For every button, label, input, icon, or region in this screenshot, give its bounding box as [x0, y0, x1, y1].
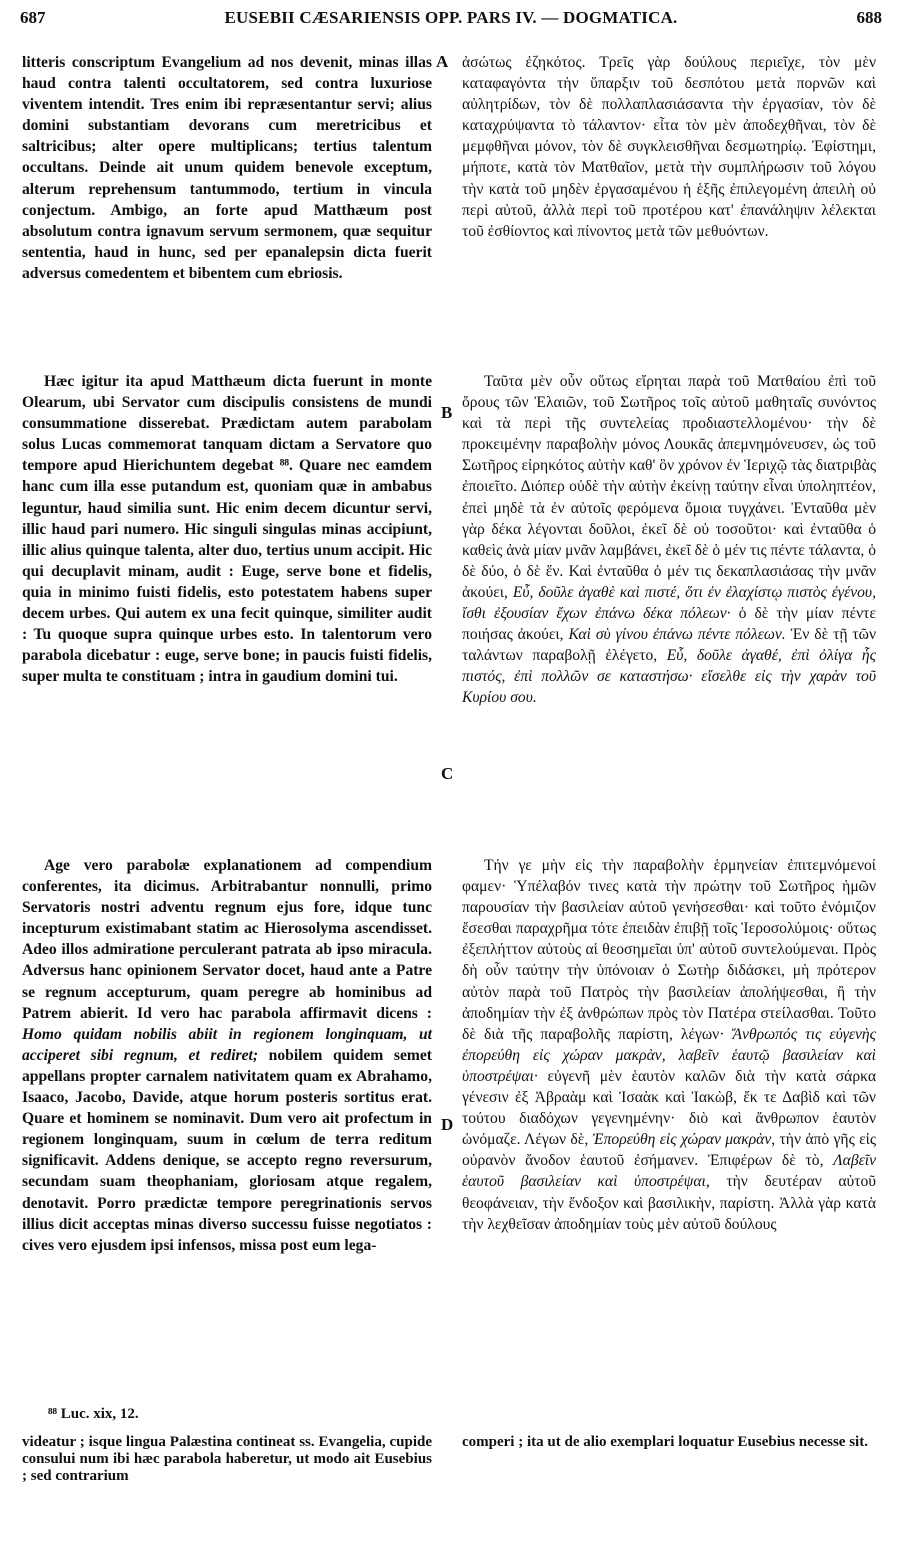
page-number-right: 688: [856, 8, 882, 27]
greek-quote-4: Ἄνθρωπός τις εὐγενὴς ἐπορεύθη εἰς χώραν μακρὰν, λαβεῖν ἑαυτῷ βασιλείαν καὶ ὑποστρέψαι·: [462, 1025, 876, 1085]
greek-quote-3: Εὖ, δοῦλε ἀγαθέ, ἐπὶ ὀλίγα ἧς πιστός, ἐπὶ πολλῶν σε καταστήσω· εἴσελθε εἰς τὴν χαρὰν τοῦ Κυρίου σου.: [462, 647, 876, 707]
greek-quote-1: Εὖ, δοῦλε ἀγαθὲ καὶ πιστέ, ὅτι ἐν ἐλαχίστῳ πιστὸς ἐγένου, ἴσθι ἐξουσίαν ἔχων ἐπάνω δέκα πόλεων·: [462, 583, 876, 623]
greek-section-3: [462, 855, 876, 1235]
greek-section-2: [462, 371, 876, 709]
greek-paragraph-3: Τήν γε μὴν εἰς τὴν παραβολὴν ἑρμηνείαν ἐπιτεμνόμενοί φαμεν· Ὑπέλαβόν τινες κατὰ τὴν πρώτην τοῦ Σωτῆρος ἡμῶν παρουσίαν τὴν βασιλείαν αὐτοῦ γενήσεσθαι· καὶ τοῦτο ἐνόμιζον ἔσεσθαι παραχρῆμα τότε ἐπειδὰν ἐπιβῇ τοῖς Ἱεροσολύμοις· οὕτως ἐξεπλήττον αὐτοὺς αἱ θεοσημεῖαι ὑπ' αὐτοῦ συντελούμεναι. Πρὸς δὴ οὖν ταύτην τὴν ὑπόνοιαν ὁ Σωτὴρ διδάσκει, μὴ πρότερον αὐτὸν παρὰ τοῦ Πατρὸς τὴν βασιλείαν ἀπολήψεσθαι, ἢ τὴν ἀποδημίαν τὴν ἐξ ἀνθρώπων πρὸς τὸν Πατέρα στείλασθαι. Τοῦτο δὲ διὰ τῆς παραβολῆς παρίστη, λέγων· Ἄνθρωπός τις εὐγενὴς ἐπορεύθη εἰς χώραν μακρὰν, λαβεῖν ἑαυτῷ βασιλείαν καὶ ὑποστρέψαι· εὐγενῆ μὲν ἑαυτὸν καλῶν διὰ τὴν κατὰ σάρκα γένεσιν ἐξ Ἀβραὰμ καὶ Ἰσαὰκ καὶ Ἰακὼβ, ἔκ τε Δαβὶδ καὶ τῶν τούτου διαδόχων γεγενημένην· διὸ καὶ ἄνθρωπον ἑαυτὸν ὠνόμαζε. Λέγων δὲ, Ἐπορεύθη εἰς χώραν μακρὰν, τὴν ἀπὸ γῆς εἰς οὐρανὸν ἄνοδον ἑαυτοῦ ἐσήμανεν. Ἐπιφέρων δὲ τὸ, Λαβεῖν ἑαυτοῦ βασιλείαν καὶ ὑποστρέψαι, τὴν δευτέραν αὐτοῦ θεοφάνειαν, τὴν ἔνδοξον καὶ βασιλικὴν, παρίστη. Ἀλλὰ γὰρ κατὰ τὴν λεχθεῖσαν ἀποδημίαν τοὺς μὲν αὐτοῦ δούλους: [462, 857, 876, 1233]
margin-letter-a: A: [436, 52, 449, 71]
greek-paragraph-1: ἀσώτως ἐζηκότος. Τρεῖς γὰρ δούλους περιεῖχε, τὸν μὲν καταφαγόντα τὴν ὕπαρξιν τοῦ δεσπότου μετὰ πορνῶν καὶ αὐλητρίδων, τὸν δὲ πολλαπλασιάσαντα τὴν ἐργασίαν, τὸν δὲ καταχρύψαντα τὸ τάλαντον· εἶτα τὸν μὲν ἀποδεχθῆναι, τὸν δὲ μεμφθῆναι μόνον, τὸν δὲ συγκλεισθῆναι δεσμωτηρίῳ. Ἐφίστημι, μήποτε, κατὰ τὸν Ματθαῖον, μετὰ τὴν συμπλήρωσιν τοῦ λόγου τὴν κατὰ τοῦ μηδὲν ἐργασαμένου ἡ ἑξῆς ἐπιλεγομένη ἀπειλὴ οὐ περὶ αὐτοῦ, ἀλλὰ περὶ τοῦ προτέρου κατ' ἐπανάληψιν λέλεκται τοῦ ἐσθίοντος καὶ πίνοντος μετὰ τῶν μεθυόντων.: [462, 54, 876, 240]
running-title: EUSEBII CÆSARIENSIS OPP. PARS IV. — DOGMATICA.: [224, 8, 678, 27]
latin-scripture-quote: Homo quidam nobilis abiit in regionem longinquam, ut acciperet sibi regnum, et rediret;: [22, 1025, 432, 1064]
latin-section-2: [22, 371, 432, 687]
margin-letter-c: C: [441, 764, 454, 783]
bottom-note-right: comperi ; ita ut de alio exemplari loquatur Eusebius necesse sit.: [462, 1434, 868, 1450]
latin-paragraph-3: Age vero parabolæ explanationem ad compendium conferentes, ita dicimus. Arbitrabantur nonnulli, primo Servatoris nostri adventu regnum ejus fore, idque tunc incepturum existimabant statim ac Hierosolyma ascendisset. Adeo illos admiratione perculerant patrata ab ipso miracula. Adversus hanc opinionem Servator docet, haud ante a Patre se regnum accepturum, quam peregre ab hominibus ad Patrem abierit. Id vero hac parabola affirmavit dicens : Homo quidam nobilis abiit in regionem longinquam, ut acciperet sibi regnum, et rediret; nobilem quidem semet appellans propter carnalem nativitatem quam ex Abrahamo, Isaaco, Jacobo, Davide, atque horum posteris sortitus erat. Quare et hominem se nominavit. Dum vero ait profectum in regionem longinquam, suum in cœlum de terra reditum significavit. Addens denique, se accepto regno reversurum, secundam suam theophaniam, gloriosam atque regalem, denotavit. Porro prædictæ tempore peregrinationis servos illius dicit acceptas minas diverso successu fuisse negotiatos : cives vero ejusdem ipsi infensos, missa post eum lega-: [22, 857, 432, 1254]
latin-section-1: [22, 52, 432, 284]
bottom-note-left: videatur ; isque lingua Palæstina contineat ss. Evangelia, cupide consului num ibi hæc parabola haberetur, ut modo ait Eusebius ; sed contrarium: [22, 1434, 432, 1484]
greek-section-1: [462, 52, 876, 242]
latin-paragraph-1: litteris conscriptum Evangelium ad nos devenit, minas illas haud contra talenti occultatorem, sed contra luxuriose viventem intendit. Tres enim ibi repræsentantur servi; alius domini substantiam devorans cum meretricibus et saltricibus; alter opere multiplicans; tertius talentum occultans. Deinde ait unum quidem benevole exceptum, alterum reprehensum tantummodo, tertium in vincula conjectum. Ambigo, an forte apud Matthæum post absolutum contra ignavum servum sermonem, quæ sequitur sententia, haud in hunc, sed per epanalepsin dicta fuerit adversus comedentem et bibentem cum ebriosis.: [22, 54, 432, 282]
latin-section-3: [22, 855, 432, 1256]
margin-letter-b: B: [441, 403, 453, 422]
greek-paragraph-2: Ταῦτα μὲν οὖν οὕτως εἴρηται παρὰ τοῦ Ματθαίου ἐπὶ τοῦ ὄρους τῶν Ἐλαιῶν, τοῦ Σωτῆρος τοῖς αὐτοῦ μαθηταῖς συνόντος καὶ τὰ περὶ τῆς συντελείας προδιαστελλομένου· τὴν δὲ προκειμένην παραβολὴν μόνος Λουκᾶς ἀπεμνημόνευσεν, ὡς τοῦ Σωτῆρος εἰρηκότος αὐτὴν καθ' ὃν χρόνον ἐν Ἱεριχῷ τὰς διατριβὰς ἐποιεῖτο. Διόπερ οὐδὲ τὴν αὐτὴν ἐκείνῃ ταύτην εἶναι ὑποληπτέον, ἐπεὶ μηδὲ τὰ ἐν αὐτοῖς φερόμενα ὅμοια τυγχάνει. Ἐνταῦθα μὲν γὰρ δέκα λέγονται δοῦλοι, ἐκεῖ δὲ οὐ τοσοῦτοι· καὶ ἐνταῦθα ὁ καθεὶς ἀνὰ μίαν μνᾶν λαμβάνει, ἐκεῖ δὲ ὁ μέν τις πέντε τάλαντα, ὁ δὲ δύο, ὁ δὲ ἕν. Καὶ ἐνταῦθα ὁ μέν τις δεκαπλασιάσας τὴν μνᾶν ἀκούει, Εὖ, δοῦλε ἀγαθὲ καὶ πιστέ, ὅτι ἐν ἐλαχίστῳ πιστὸς ἐγένου, ἴσθι ἐξουσίαν ἔχων ἐπάνω δέκα πόλεων· ὁ δὲ τὴν μίαν πέντε ποιήσας ἀκούει, Καὶ σὺ γίνου ἐπάνω πέντε πόλεων. Ἐν δὲ τῇ τῶν ταλάντων παραβολῇ ἐλέγετο, Εὖ, δοῦλε ἀγαθέ, ἐπὶ ὀλίγα ἧς πιστός, ἐπὶ πολλῶν σε καταστήσω· εἴσελθε εἰς τὴν χαρὰν τοῦ Κυρίου σου.: [462, 373, 876, 707]
greek-quote-6: Λαβεῖν ἑαυτοῦ βασιλείαν καὶ ὑποστρέψαι,: [462, 1152, 876, 1191]
latin-paragraph-2: Hæc igitur ita apud Matthæum dicta fuerunt in monte Olearum, ubi Servator cum discipulis consistens de mundi consummatione disserebat. Prædictam autem parabolam solus Lucas commemorat tanquam dictam a Servatore quo tempore apud Hierichuntem degebat ⁸⁸. Quare nec eamdem hanc cum illa esse putandum est, quoniam quæ in ambabus leguntur, haud similia sunt. Hic enim decem dicuntur servi, illic haud pari numero. Hic singuli singulas minas accipiunt, illic alius quinque talenta, alter duo, tertius unum accipit. Hic qui decuplavit minam, audit : Euge, serve bone et fidelis, quia in minimo fuisti fidelis, esto potestatem habens super decem urbes. Qui autem ex una fecit quinque, similiter audit : Tu quoque supra quinque urbes esto. In talentorum vero parabola dicebatur : euge, serve bone; in paucis fuisti fidelis, super multa te constituam ; intra in gaudium domini tui.: [22, 373, 432, 686]
margin-letter-d: D: [441, 1115, 454, 1134]
running-header: [20, 8, 882, 32]
greek-quote-5: Ἐπορεύθη εἰς χώραν μακρὰν,: [592, 1131, 776, 1149]
greek-quote-2: Καὶ σὺ γίνου ἐπάνω πέντε πόλεων.: [568, 626, 786, 644]
page-number-left: 687: [20, 8, 46, 27]
footnote: ⁸⁸ Luc. xix, 12.: [48, 1406, 139, 1422]
